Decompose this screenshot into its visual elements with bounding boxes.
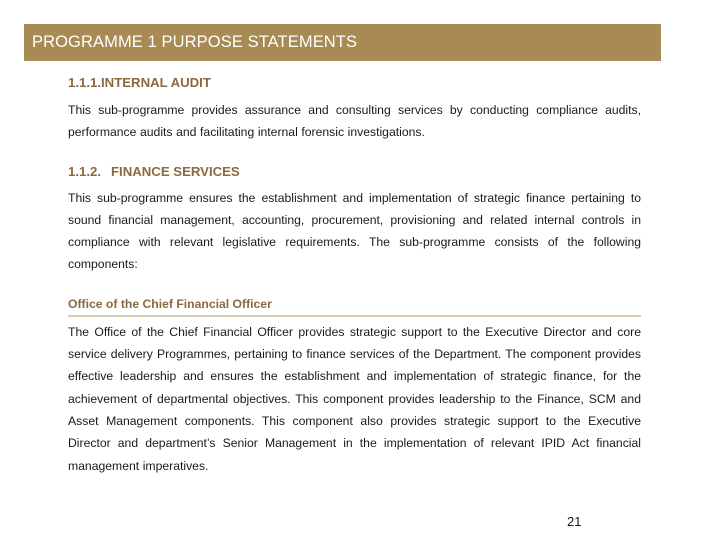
finance-services-paragraph: This sub-programme ensures the establishment and implementation of strategic finance pertaining to sound financial management, accounting, procurement, provisioning and related internal controls in compliance with relevant legislative requirements. The sub-programme consists of the following components:	[68, 190, 641, 272]
internal-audit-paragraph: This sub-programme provides assurance and consulting services by conducting compliance audits, performance audits and facilitating internal forensic investigations.	[68, 103, 641, 140]
cfo-office-paragraph: The Office of the Chief Financial Officer provides strategic support to the Executive Director and core service delivery Programmes, pertaining to finance services of the Department. The component provides effective leadership and ensures the establishment and implementation of strategic finance, for the achievement of departmental objectives. This component provides leadership to the Finance, SCM and Asset Management components. This component also provides strategic support to the Executive Director and department’s Senior Management in the implementation of relevant IPID Act financial management imperatives.	[68, 324, 641, 473]
section-number: 1.1.2.	[68, 163, 101, 179]
cfo-office-heading: Office of the Chief Financial Officer	[68, 295, 641, 317]
page-number: 21	[567, 514, 582, 529]
content-area	[68, 74, 641, 477]
slide-title: PROGRAMME 1 PURPOSE STATEMENTS	[32, 33, 358, 51]
internal-audit-heading	[68, 74, 641, 92]
finance-services-heading	[68, 163, 641, 181]
section-title: FINANCE SERVICES	[111, 163, 240, 179]
section-number: 1.1.1.	[68, 75, 101, 90]
title-bar	[24, 24, 661, 61]
section-title: INTERNAL AUDIT	[101, 75, 211, 90]
